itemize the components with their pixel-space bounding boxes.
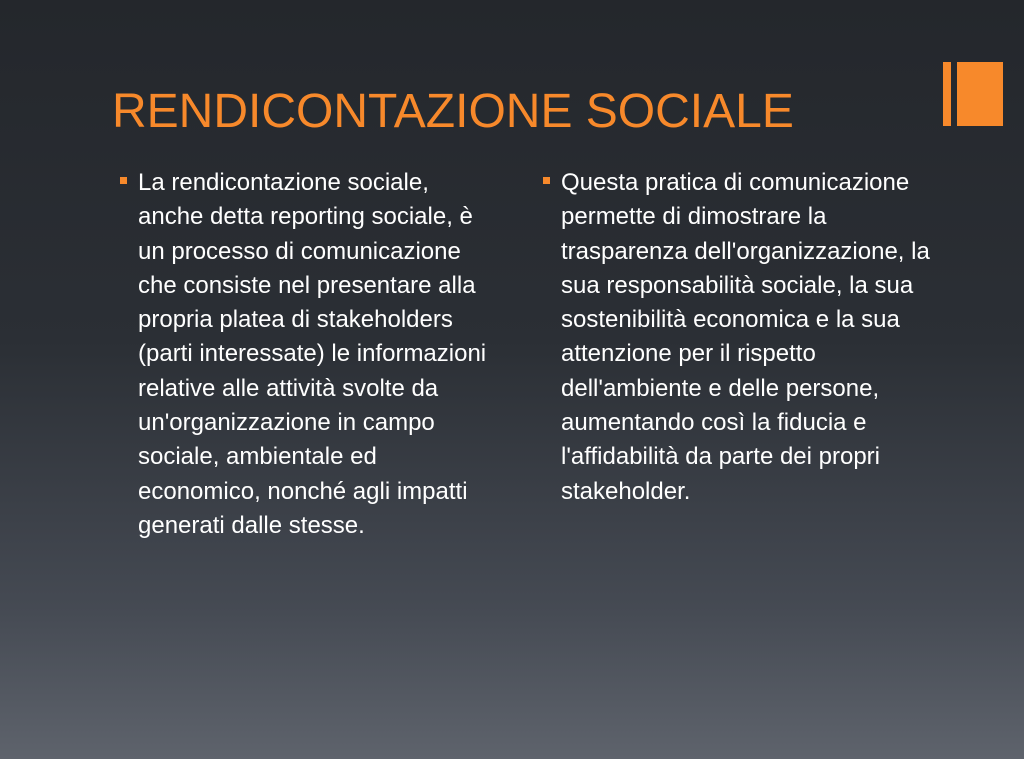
bullet-text: Questa pratica di comunicazione permette di dimostrare la trasparenza dell'organizzazione, la sua responsabilità sociale, la sua sostenibilità economica e la sua attenzione per il rispetto dell'ambiente e delle persone, aumentando così la fiducia e l'affidabilità da parte dei propri stakeholder. bbox=[561, 169, 930, 505]
content-column-right bbox=[543, 166, 933, 509]
content-column-left bbox=[120, 166, 500, 543]
slide-title: RENDICONTAZIONE SOCIALE bbox=[112, 85, 794, 138]
bullet-item bbox=[543, 166, 933, 509]
logo-wide-bar bbox=[957, 62, 1003, 126]
bullet-text: La rendicontazione sociale, anche detta reporting sociale, è un processo di comunicazione che consiste nel presentare alla propria platea di stakeholders (parti interessate) le informazioni relative alle attività svolte da un'organizzazione in campo sociale, ambientale ed economico, nonché agli impatti generati dalle stesse. bbox=[138, 169, 487, 539]
bullet-item bbox=[120, 166, 500, 543]
orange-bars-logo-icon bbox=[943, 62, 1003, 126]
square-bullet-icon bbox=[543, 177, 550, 184]
square-bullet-icon bbox=[120, 177, 127, 184]
logo-thin-bar bbox=[943, 62, 951, 126]
